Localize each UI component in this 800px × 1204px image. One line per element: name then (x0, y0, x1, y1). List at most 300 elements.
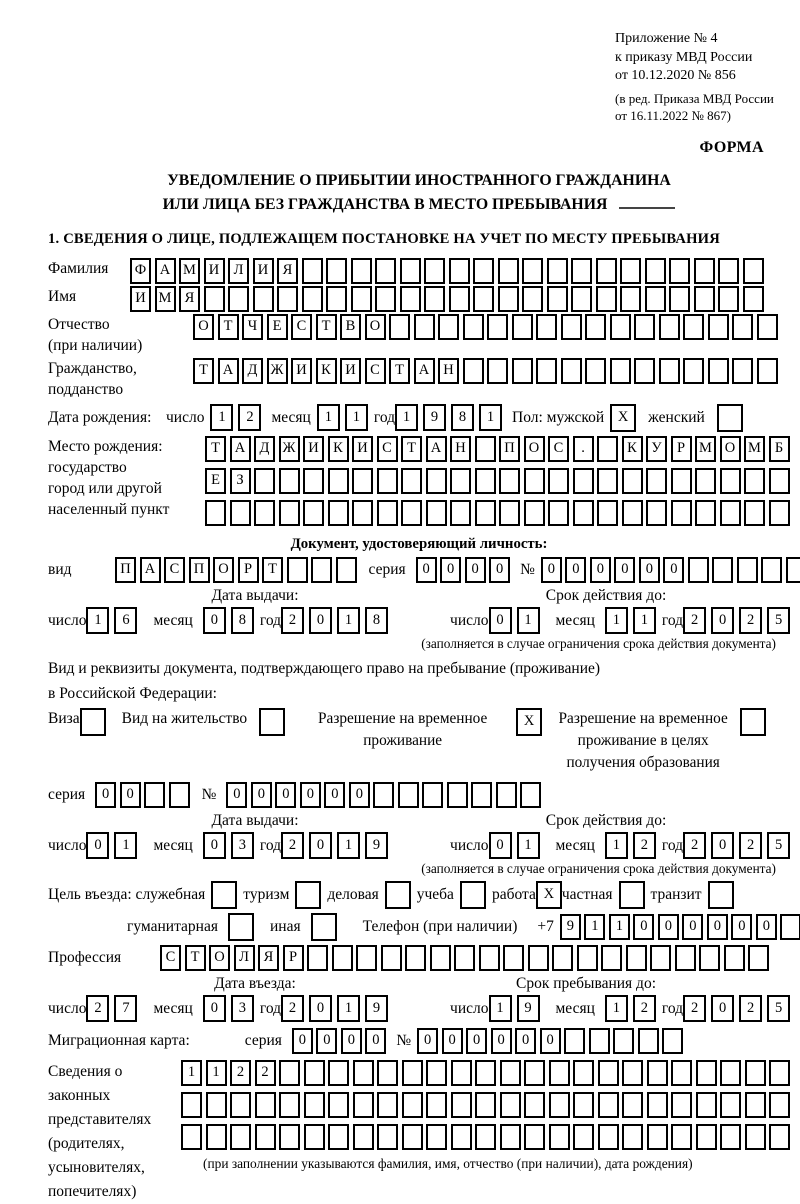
profession-cell[interactable] (650, 945, 671, 971)
profession-cell[interactable]: С (160, 945, 181, 971)
birth-place-cell[interactable] (328, 500, 349, 526)
legal-reps-cell[interactable] (181, 1124, 202, 1150)
birth-place-cell[interactable] (303, 500, 324, 526)
doc-number-cell[interactable]: 0 (614, 557, 635, 583)
legal-reps-cell[interactable] (206, 1124, 227, 1150)
birth-place-cell[interactable] (475, 436, 496, 462)
purpose-transit-checkbox[interactable] (708, 881, 734, 909)
surname-cell[interactable] (473, 258, 494, 284)
legal-reps-cell[interactable] (622, 1092, 643, 1118)
legal-reps-cell[interactable] (279, 1092, 300, 1118)
mig-number-cell[interactable] (589, 1028, 610, 1054)
doc-issue-year-cell[interactable]: 1 (337, 607, 360, 634)
legal-reps-cell[interactable] (745, 1124, 766, 1150)
citizenship-cell[interactable] (512, 358, 533, 384)
profession-cell[interactable] (332, 945, 353, 971)
legal-reps-cell[interactable] (426, 1124, 447, 1150)
legal-reps-cell[interactable]: 1 (181, 1060, 202, 1086)
doc-number-cell[interactable]: 0 (541, 557, 562, 583)
legal-reps-cell[interactable] (328, 1092, 349, 1118)
legal-reps-cell[interactable] (230, 1124, 251, 1150)
resid-issue-year-cell[interactable]: 9 (365, 832, 388, 859)
entry-year-cell[interactable]: 1 (337, 995, 360, 1022)
name-cell[interactable] (326, 286, 347, 312)
name-cell[interactable] (351, 286, 372, 312)
doc-kind-cell[interactable]: Р (238, 557, 259, 583)
birth-day-cell[interactable]: 1 (210, 404, 233, 431)
resid-number-cell[interactable]: 0 (324, 782, 345, 808)
doc-series-cell[interactable]: 0 (489, 557, 510, 583)
birth-place-cell[interactable] (769, 500, 790, 526)
resid-number-cell[interactable]: 0 (226, 782, 247, 808)
doc-number-cell[interactable]: 0 (663, 557, 684, 583)
citizenship-cell[interactable]: Ж (267, 358, 288, 384)
stay-month-cell[interactable]: 1 (605, 995, 628, 1022)
surname-cell[interactable] (326, 258, 347, 284)
legal-reps-cell[interactable] (671, 1060, 692, 1086)
birth-place-cell[interactable] (744, 500, 765, 526)
phone-digit-cell[interactable]: 0 (707, 914, 728, 940)
patronymic-cell[interactable] (389, 314, 410, 340)
name-cell[interactable] (228, 286, 249, 312)
legal-reps-cell[interactable]: 2 (230, 1060, 251, 1086)
citizenship-cell[interactable] (634, 358, 655, 384)
legal-reps-cell[interactable] (377, 1060, 398, 1086)
legal-reps-cell[interactable] (598, 1092, 619, 1118)
name-cell[interactable] (571, 286, 592, 312)
birth-place-cell[interactable] (475, 468, 496, 494)
profession-cell[interactable] (748, 945, 769, 971)
legal-reps-cell[interactable] (402, 1092, 423, 1118)
birth-place-cell[interactable]: . (573, 436, 594, 462)
surname-cell[interactable]: И (253, 258, 274, 284)
legal-reps-cell[interactable] (549, 1060, 570, 1086)
doc-number-cell[interactable]: 0 (639, 557, 660, 583)
surname-cell[interactable] (375, 258, 396, 284)
surname-cell[interactable] (424, 258, 445, 284)
legal-reps-cell[interactable] (671, 1124, 692, 1150)
legal-reps-cell[interactable]: 2 (255, 1060, 276, 1086)
legal-reps-cell[interactable] (279, 1124, 300, 1150)
phone-digit-cell[interactable]: 9 (560, 914, 581, 940)
resid-number-cell[interactable] (471, 782, 492, 808)
doc-series-cell[interactable]: 0 (416, 557, 437, 583)
resid-number-cell[interactable] (398, 782, 419, 808)
profession-cell[interactable]: О (209, 945, 230, 971)
birth-place-cell[interactable] (646, 500, 667, 526)
patronymic-cell[interactable] (634, 314, 655, 340)
name-cell[interactable] (694, 286, 715, 312)
doc-series-cell[interactable]: 0 (465, 557, 486, 583)
name-cell[interactable] (424, 286, 445, 312)
citizenship-cell[interactable] (757, 358, 778, 384)
patronymic-cell[interactable] (512, 314, 533, 340)
doc-issue-day-cell[interactable]: 6 (114, 607, 137, 634)
birth-place-cell[interactable] (450, 468, 471, 494)
doc-kind-cell[interactable]: О (213, 557, 234, 583)
patronymic-cell[interactable]: Т (218, 314, 239, 340)
name-cell[interactable] (669, 286, 690, 312)
legal-reps-cell[interactable] (451, 1092, 472, 1118)
mig-number-cell[interactable] (613, 1028, 634, 1054)
birth-place-cell[interactable] (671, 468, 692, 494)
doc-kind-cell[interactable]: П (115, 557, 136, 583)
doc-valid-year-cell[interactable]: 0 (711, 607, 734, 634)
legal-reps-cell[interactable] (720, 1092, 741, 1118)
doc-number-cell[interactable] (761, 557, 782, 583)
resid-series-cell[interactable]: 0 (120, 782, 141, 808)
stay-year-cell[interactable]: 2 (739, 995, 762, 1022)
birth-place-cell[interactable] (499, 500, 520, 526)
birth-place-cell[interactable]: Б (769, 436, 790, 462)
resid-series-cell[interactable] (169, 782, 190, 808)
legal-reps-cell[interactable] (745, 1092, 766, 1118)
legal-reps-cell[interactable] (475, 1124, 496, 1150)
resid-series-cell[interactable]: 0 (95, 782, 116, 808)
doc-issue-day-cell[interactable]: 1 (86, 607, 109, 634)
name-cell[interactable] (718, 286, 739, 312)
birth-place-cell[interactable] (377, 468, 398, 494)
profession-cell[interactable]: Т (185, 945, 206, 971)
resid-series-cell[interactable] (144, 782, 165, 808)
profession-cell[interactable] (724, 945, 745, 971)
mig-series-cell[interactable]: 0 (365, 1028, 386, 1054)
doc-kind-cell[interactable]: А (140, 557, 161, 583)
resid-issue-month-cell[interactable]: 3 (231, 832, 254, 859)
legal-reps-cell[interactable] (353, 1092, 374, 1118)
resid-number-cell[interactable]: 0 (275, 782, 296, 808)
patronymic-cell[interactable] (708, 314, 729, 340)
doc-issue-year-cell[interactable]: 0 (309, 607, 332, 634)
birth-place-cell[interactable] (475, 500, 496, 526)
name-cell[interactable] (620, 286, 641, 312)
patronymic-cell[interactable]: С (291, 314, 312, 340)
legal-reps-cell[interactable] (255, 1092, 276, 1118)
mig-series-cell[interactable]: 0 (292, 1028, 313, 1054)
profession-cell[interactable] (307, 945, 328, 971)
name-cell[interactable] (302, 286, 323, 312)
phone-digit-cell[interactable]: 1 (584, 914, 605, 940)
surname-cell[interactable] (718, 258, 739, 284)
resid-number-cell[interactable] (447, 782, 468, 808)
stay-month-cell[interactable]: 2 (633, 995, 656, 1022)
birth-place-cell[interactable] (205, 500, 226, 526)
birth-place-cell[interactable]: Т (205, 436, 226, 462)
name-cell[interactable] (400, 286, 421, 312)
doc-issue-month-cell[interactable]: 0 (203, 607, 226, 634)
legal-reps-cell[interactable] (328, 1124, 349, 1150)
birth-place-cell[interactable] (499, 468, 520, 494)
stay-year-cell[interactable]: 2 (683, 995, 706, 1022)
legal-reps-cell[interactable] (181, 1092, 202, 1118)
doc-valid-day-cell[interactable]: 0 (489, 607, 512, 634)
legal-reps-cell[interactable]: 1 (206, 1060, 227, 1086)
name-cell[interactable] (253, 286, 274, 312)
resid-valid-year-cell[interactable]: 2 (739, 832, 762, 859)
doc-valid-year-cell[interactable]: 5 (767, 607, 790, 634)
profession-cell[interactable] (675, 945, 696, 971)
legal-reps-cell[interactable] (426, 1092, 447, 1118)
patronymic-cell[interactable] (463, 314, 484, 340)
purpose-tourism-checkbox[interactable] (295, 881, 321, 909)
doc-kind-cell[interactable]: С (164, 557, 185, 583)
doc-valid-year-cell[interactable]: 2 (739, 607, 762, 634)
purpose-business-checkbox[interactable] (385, 881, 411, 909)
patronymic-cell[interactable]: Ч (242, 314, 263, 340)
patronymic-cell[interactable]: Т (316, 314, 337, 340)
birth-place-cell[interactable] (426, 500, 447, 526)
citizenship-cell[interactable]: Д (242, 358, 263, 384)
profession-cell[interactable] (405, 945, 426, 971)
surname-cell[interactable] (571, 258, 592, 284)
legal-reps-cell[interactable] (696, 1060, 717, 1086)
birth-place-cell[interactable]: Р (671, 436, 692, 462)
doc-kind-cell[interactable]: П (189, 557, 210, 583)
patronymic-cell[interactable] (561, 314, 582, 340)
purpose-private-checkbox[interactable] (619, 881, 645, 909)
resid-valid-month-cell[interactable]: 2 (633, 832, 656, 859)
resid-valid-year-cell[interactable]: 0 (711, 832, 734, 859)
legal-reps-cell[interactable] (549, 1124, 570, 1150)
purpose-other-checkbox[interactable] (311, 913, 337, 941)
legal-reps-cell[interactable] (769, 1124, 790, 1150)
patronymic-cell[interactable] (585, 314, 606, 340)
doc-kind-cell[interactable] (287, 557, 308, 583)
legal-reps-cell[interactable] (622, 1124, 643, 1150)
birth-place-cell[interactable]: С (377, 436, 398, 462)
surname-cell[interactable] (596, 258, 617, 284)
citizenship-cell[interactable] (487, 358, 508, 384)
legal-reps-cell[interactable] (769, 1060, 790, 1086)
doc-series-cell[interactable]: 0 (440, 557, 461, 583)
entry-year-cell[interactable]: 9 (365, 995, 388, 1022)
doc-kind-cell[interactable]: Т (262, 557, 283, 583)
entry-day-cell[interactable]: 2 (86, 995, 109, 1022)
legal-reps-cell[interactable] (573, 1060, 594, 1086)
doc-number-cell[interactable]: 0 (590, 557, 611, 583)
surname-cell[interactable] (620, 258, 641, 284)
birth-place-cell[interactable] (401, 500, 422, 526)
name-cell[interactable] (596, 286, 617, 312)
legal-reps-cell[interactable] (328, 1060, 349, 1086)
birth-month-cell[interactable]: 1 (345, 404, 368, 431)
legal-reps-cell[interactable] (745, 1060, 766, 1086)
surname-cell[interactable] (743, 258, 764, 284)
citizenship-cell[interactable] (708, 358, 729, 384)
surname-cell[interactable] (302, 258, 323, 284)
resid-number-cell[interactable]: 0 (300, 782, 321, 808)
birth-place-cell[interactable]: Е (205, 468, 226, 494)
name-cell[interactable] (645, 286, 666, 312)
citizenship-cell[interactable] (536, 358, 557, 384)
purpose-official-checkbox[interactable] (211, 881, 237, 909)
mig-number-cell[interactable]: 0 (491, 1028, 512, 1054)
birth-place-cell[interactable] (573, 500, 594, 526)
birth-place-cell[interactable] (573, 468, 594, 494)
surname-cell[interactable] (351, 258, 372, 284)
citizenship-cell[interactable] (659, 358, 680, 384)
birth-place-cell[interactable] (524, 468, 545, 494)
birth-place-cell[interactable]: И (303, 436, 324, 462)
birth-place-cell[interactable] (279, 500, 300, 526)
patronymic-cell[interactable]: В (340, 314, 361, 340)
birth-place-cell[interactable]: З (230, 468, 251, 494)
entry-year-cell[interactable]: 0 (309, 995, 332, 1022)
birth-day-cell[interactable]: 2 (238, 404, 261, 431)
legal-reps-cell[interactable] (524, 1092, 545, 1118)
stay-year-cell[interactable]: 5 (767, 995, 790, 1022)
resid-valid-day-cell[interactable]: 0 (489, 832, 512, 859)
mig-series-cell[interactable]: 0 (341, 1028, 362, 1054)
birth-place-cell[interactable] (230, 500, 251, 526)
patronymic-cell[interactable] (659, 314, 680, 340)
surname-cell[interactable]: Я (277, 258, 298, 284)
legal-reps-cell[interactable] (377, 1092, 398, 1118)
birth-place-cell[interactable]: У (646, 436, 667, 462)
doc-number-cell[interactable]: 0 (565, 557, 586, 583)
profession-cell[interactable] (430, 945, 451, 971)
birth-year-cell[interactable]: 8 (451, 404, 474, 431)
surname-cell[interactable]: М (179, 258, 200, 284)
profession-cell[interactable] (601, 945, 622, 971)
citizenship-cell[interactable]: А (414, 358, 435, 384)
phone-digit-cell[interactable]: 0 (731, 914, 752, 940)
citizenship-cell[interactable]: А (218, 358, 239, 384)
mig-number-cell[interactable] (662, 1028, 683, 1054)
name-cell[interactable]: И (130, 286, 151, 312)
birth-place-cell[interactable] (720, 468, 741, 494)
legal-reps-cell[interactable] (279, 1060, 300, 1086)
legal-reps-cell[interactable] (573, 1092, 594, 1118)
phone-digit-cell[interactable]: 1 (609, 914, 630, 940)
mig-number-cell[interactable]: 0 (466, 1028, 487, 1054)
citizenship-cell[interactable] (585, 358, 606, 384)
birth-place-cell[interactable] (744, 468, 765, 494)
resid-number-cell[interactable]: 0 (349, 782, 370, 808)
patronymic-cell[interactable]: О (193, 314, 214, 340)
patronymic-cell[interactable] (683, 314, 704, 340)
purpose-work-checkbox[interactable]: X (536, 881, 562, 909)
patronymic-cell[interactable] (414, 314, 435, 340)
legal-reps-cell[interactable] (475, 1060, 496, 1086)
resid-number-cell[interactable] (496, 782, 517, 808)
stay-year-cell[interactable]: 0 (711, 995, 734, 1022)
phone-digit-cell[interactable] (780, 914, 800, 940)
birth-place-cell[interactable] (524, 500, 545, 526)
temp-residence-edu-checkbox[interactable] (740, 708, 766, 736)
profession-cell[interactable] (626, 945, 647, 971)
entry-month-cell[interactable]: 3 (231, 995, 254, 1022)
resid-issue-year-cell[interactable]: 1 (337, 832, 360, 859)
doc-issue-year-cell[interactable]: 8 (365, 607, 388, 634)
profession-cell[interactable] (454, 945, 475, 971)
citizenship-cell[interactable]: Н (438, 358, 459, 384)
profession-cell[interactable]: Л (234, 945, 255, 971)
doc-issue-year-cell[interactable]: 2 (281, 607, 304, 634)
birth-place-cell[interactable] (352, 468, 373, 494)
legal-reps-cell[interactable] (769, 1092, 790, 1118)
citizenship-cell[interactable] (610, 358, 631, 384)
legal-reps-cell[interactable] (720, 1060, 741, 1086)
legal-reps-cell[interactable] (647, 1060, 668, 1086)
birth-place-cell[interactable] (548, 500, 569, 526)
citizenship-cell[interactable]: С (365, 358, 386, 384)
entry-month-cell[interactable]: 0 (203, 995, 226, 1022)
birth-place-cell[interactable] (352, 500, 373, 526)
name-cell[interactable] (473, 286, 494, 312)
legal-reps-cell[interactable] (475, 1092, 496, 1118)
legal-reps-cell[interactable] (647, 1124, 668, 1150)
birth-place-cell[interactable] (769, 468, 790, 494)
resid-number-cell[interactable] (373, 782, 394, 808)
legal-reps-cell[interactable] (402, 1124, 423, 1150)
birth-place-cell[interactable]: Ж (279, 436, 300, 462)
citizenship-cell[interactable] (463, 358, 484, 384)
patronymic-cell[interactable] (536, 314, 557, 340)
doc-number-cell[interactable] (712, 557, 733, 583)
legal-reps-cell[interactable] (622, 1060, 643, 1086)
sex-female-checkbox[interactable] (717, 404, 743, 432)
doc-number-cell[interactable] (688, 557, 709, 583)
name-cell[interactable] (743, 286, 764, 312)
legal-reps-cell[interactable] (696, 1124, 717, 1150)
legal-reps-cell[interactable] (598, 1124, 619, 1150)
birth-place-cell[interactable]: С (548, 436, 569, 462)
name-cell[interactable]: М (155, 286, 176, 312)
legal-reps-cell[interactable] (304, 1092, 325, 1118)
stay-day-cell[interactable]: 1 (489, 995, 512, 1022)
temp-residence-checkbox[interactable]: X (516, 708, 542, 736)
legal-reps-cell[interactable] (671, 1092, 692, 1118)
birth-place-cell[interactable] (646, 468, 667, 494)
surname-cell[interactable] (669, 258, 690, 284)
mig-number-cell[interactable]: 0 (540, 1028, 561, 1054)
surname-cell[interactable]: Л (228, 258, 249, 284)
visa-checkbox[interactable] (80, 708, 106, 736)
birth-place-cell[interactable]: И (352, 436, 373, 462)
birth-place-cell[interactable] (597, 500, 618, 526)
phone-digit-cell[interactable]: 0 (682, 914, 703, 940)
doc-kind-cell[interactable] (336, 557, 357, 583)
birth-place-cell[interactable] (695, 500, 716, 526)
birth-place-cell[interactable]: К (622, 436, 643, 462)
legal-reps-cell[interactable] (353, 1124, 374, 1150)
citizenship-cell[interactable]: И (340, 358, 361, 384)
surname-cell[interactable]: Ф (130, 258, 151, 284)
birth-place-cell[interactable]: Т (401, 436, 422, 462)
birth-year-cell[interactable]: 1 (395, 404, 418, 431)
profession-cell[interactable] (577, 945, 598, 971)
mig-number-cell[interactable] (564, 1028, 585, 1054)
patronymic-cell[interactable] (438, 314, 459, 340)
legal-reps-cell[interactable] (500, 1060, 521, 1086)
doc-number-cell[interactable] (786, 557, 800, 583)
profession-cell[interactable]: Р (283, 945, 304, 971)
profession-cell[interactable]: Я (258, 945, 279, 971)
birth-place-cell[interactable]: М (695, 436, 716, 462)
name-cell[interactable] (375, 286, 396, 312)
profession-cell[interactable] (552, 945, 573, 971)
birth-place-cell[interactable] (720, 500, 741, 526)
entry-day-cell[interactable]: 7 (114, 995, 137, 1022)
legal-reps-cell[interactable] (255, 1124, 276, 1150)
legal-reps-cell[interactable] (451, 1124, 472, 1150)
legal-reps-cell[interactable] (206, 1092, 227, 1118)
legal-reps-cell[interactable] (230, 1092, 251, 1118)
birth-place-cell[interactable] (303, 468, 324, 494)
resid-valid-month-cell[interactable]: 1 (605, 832, 628, 859)
patronymic-cell[interactable]: Е (267, 314, 288, 340)
